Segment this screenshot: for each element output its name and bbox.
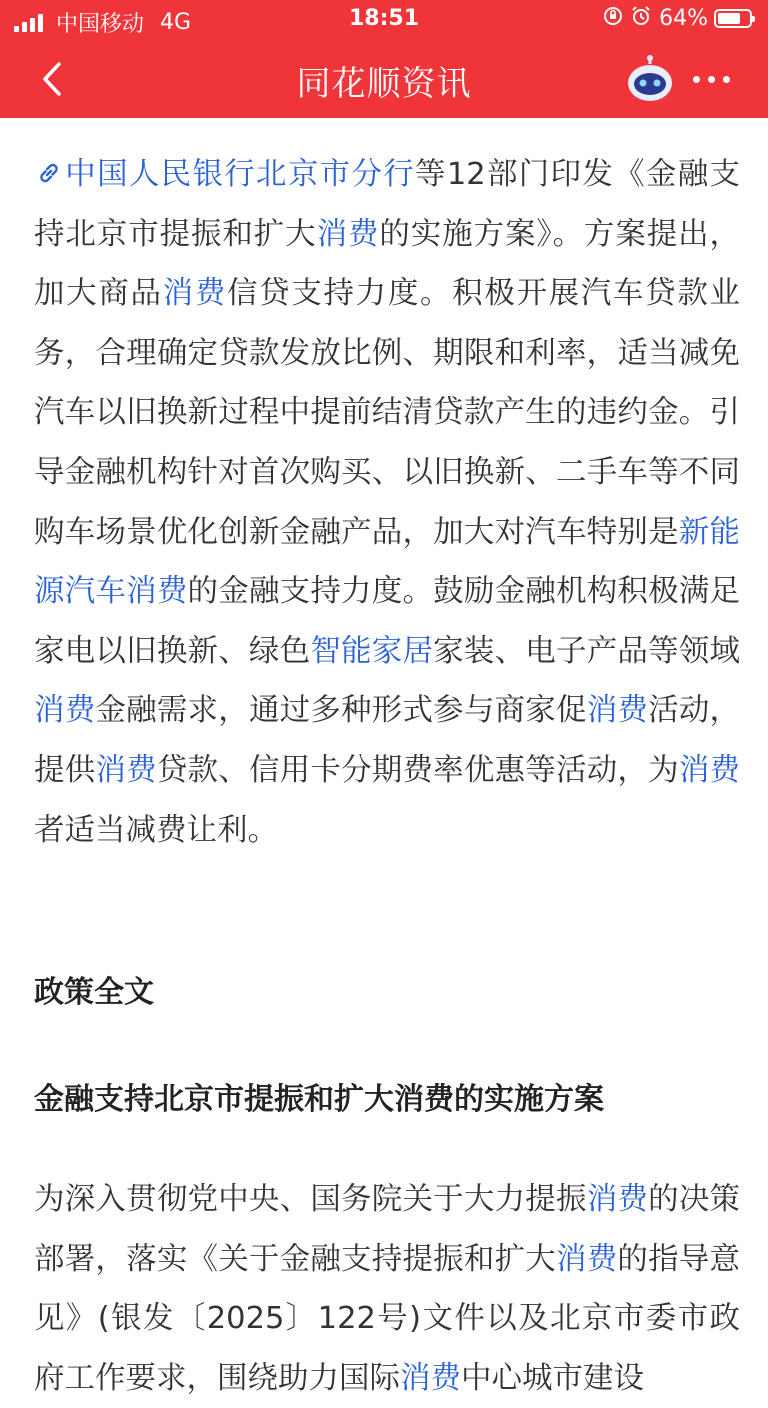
keyword-link[interactable]: 消费 xyxy=(586,1182,649,1217)
more-dot-icon xyxy=(693,76,700,83)
keyword-link[interactable]: 消费 xyxy=(316,216,380,252)
keyword-link[interactable]: 消费 xyxy=(586,693,649,729)
text-run: 的实施方案》。方案提出，加大商品 xyxy=(34,216,741,312)
text-run: 贷款、信用卡分期费率优惠等活动，为 xyxy=(156,752,679,788)
keyword-link[interactable]: 消费 xyxy=(400,1360,461,1396)
keyword-link[interactable]: 新能源汽车消费 xyxy=(34,514,741,610)
battery-icon xyxy=(714,9,752,28)
alarm-icon xyxy=(631,6,651,31)
more-dot-icon xyxy=(708,76,715,83)
link-icon xyxy=(34,149,64,179)
keyword-link[interactable]: 智能家居 xyxy=(310,633,434,669)
article-body xyxy=(34,118,740,860)
text-run: 的金融支持力度。鼓励金融机构积极满足家电以旧换新、绿色 xyxy=(34,574,741,669)
keyword-link[interactable]: 消费 xyxy=(678,752,741,788)
battery-percent: 64% xyxy=(659,6,708,31)
more-button[interactable] xyxy=(686,62,736,96)
nav-bar xyxy=(0,40,768,118)
keyword-link[interactable]: 消费 xyxy=(555,1241,618,1277)
article-paragraph xyxy=(34,145,740,860)
text-run: 活动，提供 xyxy=(34,693,741,788)
robot-icon xyxy=(624,54,676,104)
header xyxy=(0,0,768,118)
text-run: 金融需求，通过多种形式参与商家促 xyxy=(95,693,587,729)
status-bar xyxy=(0,0,768,40)
text-run: 中心城市建设 xyxy=(461,1360,644,1396)
section-heading-plan: 金融支持北京市提振和扩大消费的实施方案 xyxy=(34,1082,604,1117)
text-run: 的决策部署，落实《关于金融支持提振和扩大 xyxy=(34,1182,741,1277)
assistant-button[interactable] xyxy=(624,54,676,104)
org-link[interactable]: 中国人民银行北京市分行 xyxy=(64,157,416,192)
text-run: 者适当减费让利。 xyxy=(34,812,278,848)
section-heading-policy: 政策全文 xyxy=(34,975,154,1010)
page-title: 同花顺资讯 xyxy=(296,64,472,104)
article-paragraph xyxy=(34,1170,740,1408)
clock: 18:51 xyxy=(348,6,420,31)
text-run: 为深入贯彻党中央、国务院关于大力提振 xyxy=(34,1182,587,1217)
carrier-label: 中国移动 xyxy=(56,12,145,37)
text-run: 家装、电子产品等领域 xyxy=(433,633,741,669)
text-run: 信贷支持力度。积极开展汽车贷款业务，合理确定贷款发放比例、期限和利率，适当减免汽车以旧换新过程中提前结清贷款产生的违约金。引导金融机构针对首次购买、以旧换新、二手车等不同购车场景优化创新金融产品，加大对汽车特别是 xyxy=(34,276,741,550)
text-run: 的指导意见》(银发〔2025〕122号)文件以及北京市委市政府工作要求，围绕助力国际 xyxy=(34,1241,741,1396)
text-run: 等12部门印发《金融支持北京市提振和扩大 xyxy=(34,157,741,252)
keyword-link[interactable]: 消费 xyxy=(34,693,96,729)
keyword-link[interactable]: 消费 xyxy=(95,752,157,788)
rotation-lock-icon xyxy=(603,6,623,31)
keyword-link[interactable]: 消费 xyxy=(162,276,228,312)
network-label: 4G xyxy=(160,10,192,35)
more-dot-icon xyxy=(723,76,730,83)
